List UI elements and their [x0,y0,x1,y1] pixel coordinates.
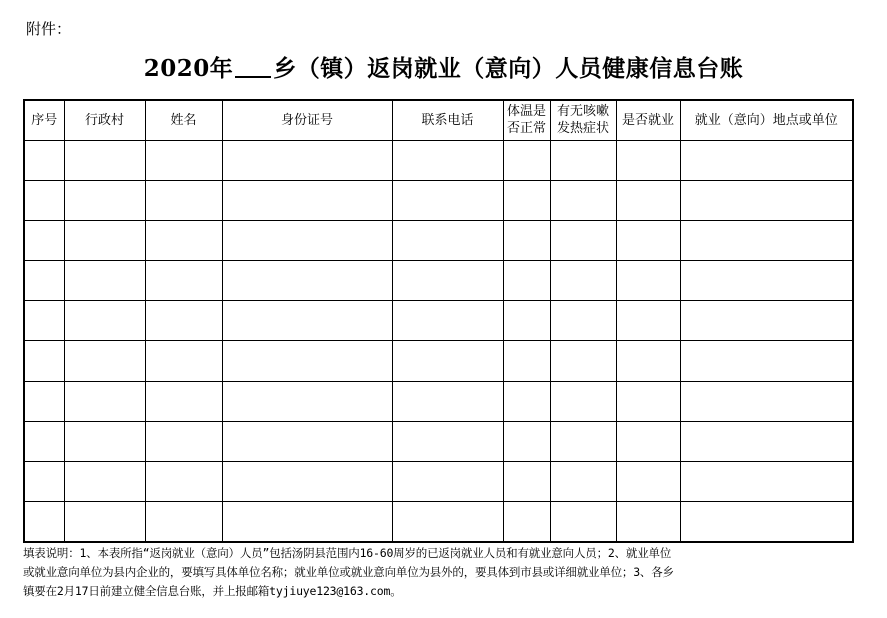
table-row [24,502,853,542]
table-cell[interactable] [392,261,503,301]
table-cell[interactable] [550,220,616,260]
header-employed: 是否就业 [616,100,680,140]
table-cell[interactable] [616,220,680,260]
table-cell[interactable] [680,421,853,461]
table-row [24,462,853,502]
table-cell[interactable] [616,301,680,341]
table-cell[interactable] [64,140,145,180]
table-cell[interactable] [550,140,616,180]
table-cell[interactable] [550,261,616,301]
table-cell[interactable] [145,341,222,381]
table-cell[interactable] [64,220,145,260]
table-cell[interactable] [145,140,222,180]
table-cell[interactable] [64,381,145,421]
title-blank [235,56,271,78]
ledger-table [23,99,854,543]
table-cell[interactable] [503,220,550,260]
table-cell[interactable] [392,140,503,180]
table-row [24,301,853,341]
table-cell[interactable] [680,140,853,180]
table-cell[interactable] [680,301,853,341]
table-cell[interactable] [503,301,550,341]
table-cell[interactable] [64,341,145,381]
table-cell[interactable] [222,502,392,542]
table-cell[interactable] [222,341,392,381]
table-cell[interactable] [24,220,64,260]
table-cell[interactable] [616,502,680,542]
table-cell[interactable] [503,462,550,502]
title-prefix: 2020年 [143,55,234,82]
table-cell[interactable] [145,462,222,502]
table-cell[interactable] [550,301,616,341]
table-cell[interactable] [64,180,145,220]
table-cell[interactable] [222,421,392,461]
table-cell[interactable] [616,381,680,421]
table-cell[interactable] [616,261,680,301]
table-cell[interactable] [616,462,680,502]
table-cell[interactable] [145,421,222,461]
table-cell[interactable] [392,502,503,542]
table-cell[interactable] [680,462,853,502]
table-cell[interactable] [392,462,503,502]
table-cell[interactable] [145,261,222,301]
table-cell[interactable] [550,462,616,502]
table-cell[interactable] [392,220,503,260]
table-cell[interactable] [503,421,550,461]
table-cell[interactable] [24,341,64,381]
table-cell[interactable] [550,341,616,381]
table-cell[interactable] [680,381,853,421]
header-symptoms: 有无咳嗽 发热症状 [550,100,616,140]
table-cell[interactable] [550,381,616,421]
attachment-label: 附件： [26,20,72,38]
table-cell[interactable] [145,180,222,220]
table-cell[interactable] [392,421,503,461]
table-cell[interactable] [503,140,550,180]
table-cell[interactable] [145,220,222,260]
header-temperature: 体温是 否正常 [503,100,550,140]
table-cell[interactable] [680,180,853,220]
table-row [24,140,853,180]
table-cell[interactable] [392,341,503,381]
table-cell[interactable] [24,462,64,502]
table-row [24,381,853,421]
header-village: 行政村 [64,100,145,140]
table-cell[interactable] [64,301,145,341]
table-cell[interactable] [616,180,680,220]
table-cell[interactable] [222,220,392,260]
table-cell[interactable] [392,180,503,220]
table-cell[interactable] [222,261,392,301]
table-cell[interactable] [616,341,680,381]
table-cell[interactable] [616,421,680,461]
table-row [24,421,853,461]
note-line-1: 填表说明：1、本表所指“返岗就业（意向）人员”包括汤阴县范围内16-60周岁的已返岗就业人员和有就业意向人员；2、就业单位 [23,546,672,560]
header-id-number: 身份证号 [222,100,392,140]
note-line-3: 镇要在2月17日前建立健全信息台账，并上报邮箱tyjiuye123@163.com。 [23,584,402,598]
header-phone: 联系电话 [392,100,503,140]
table-row [24,341,853,381]
table-cell[interactable] [616,140,680,180]
table-cell[interactable] [222,140,392,180]
ledger-body [24,140,853,542]
table-cell[interactable] [680,341,853,381]
table-cell[interactable] [550,502,616,542]
table-cell[interactable] [24,381,64,421]
table-cell[interactable] [222,462,392,502]
table-cell[interactable] [503,180,550,220]
table-cell[interactable] [503,381,550,421]
table-cell[interactable] [64,261,145,301]
table-cell[interactable] [145,381,222,421]
table-cell[interactable] [392,301,503,341]
table-cell[interactable] [503,341,550,381]
note-line-2: 或就业意向单位为县内企业的，要填写具体单位名称；就业单位或就业意向单位为县外的，要具体到市县或详细就业单位；3、各乡 [23,565,674,579]
table-cell[interactable] [64,502,145,542]
table-cell[interactable] [24,180,64,220]
table-cell[interactable] [550,180,616,220]
table-cell[interactable] [24,421,64,461]
table-cell[interactable] [145,301,222,341]
table-row [24,220,853,260]
header-work-location: 就业（意向）地点或单位 [680,100,853,140]
table-cell[interactable] [222,381,392,421]
table-cell[interactable] [680,502,853,542]
header-name: 姓名 [145,100,222,140]
table-cell[interactable] [392,381,503,421]
table-cell[interactable] [24,140,64,180]
table-cell[interactable] [550,421,616,461]
title-suffix: 乡（镇）返岗就业（意向）人员健康信息台账 [273,55,744,82]
table-row [24,261,853,301]
header-serial-number: 序号 [24,100,64,140]
table-cell[interactable] [24,301,64,341]
table-cell[interactable] [24,261,64,301]
table-cell[interactable] [64,462,145,502]
filling-instructions [23,544,863,601]
table-cell[interactable] [145,502,222,542]
table-cell[interactable] [64,421,145,461]
table-row [24,180,853,220]
header-row [24,100,853,140]
table-cell[interactable] [222,180,392,220]
table-cell[interactable] [503,502,550,542]
document-title [0,50,887,83]
table-cell[interactable] [222,301,392,341]
table-cell[interactable] [680,220,853,260]
table-cell[interactable] [680,261,853,301]
table-cell[interactable] [503,261,550,301]
table-cell[interactable] [24,502,64,542]
